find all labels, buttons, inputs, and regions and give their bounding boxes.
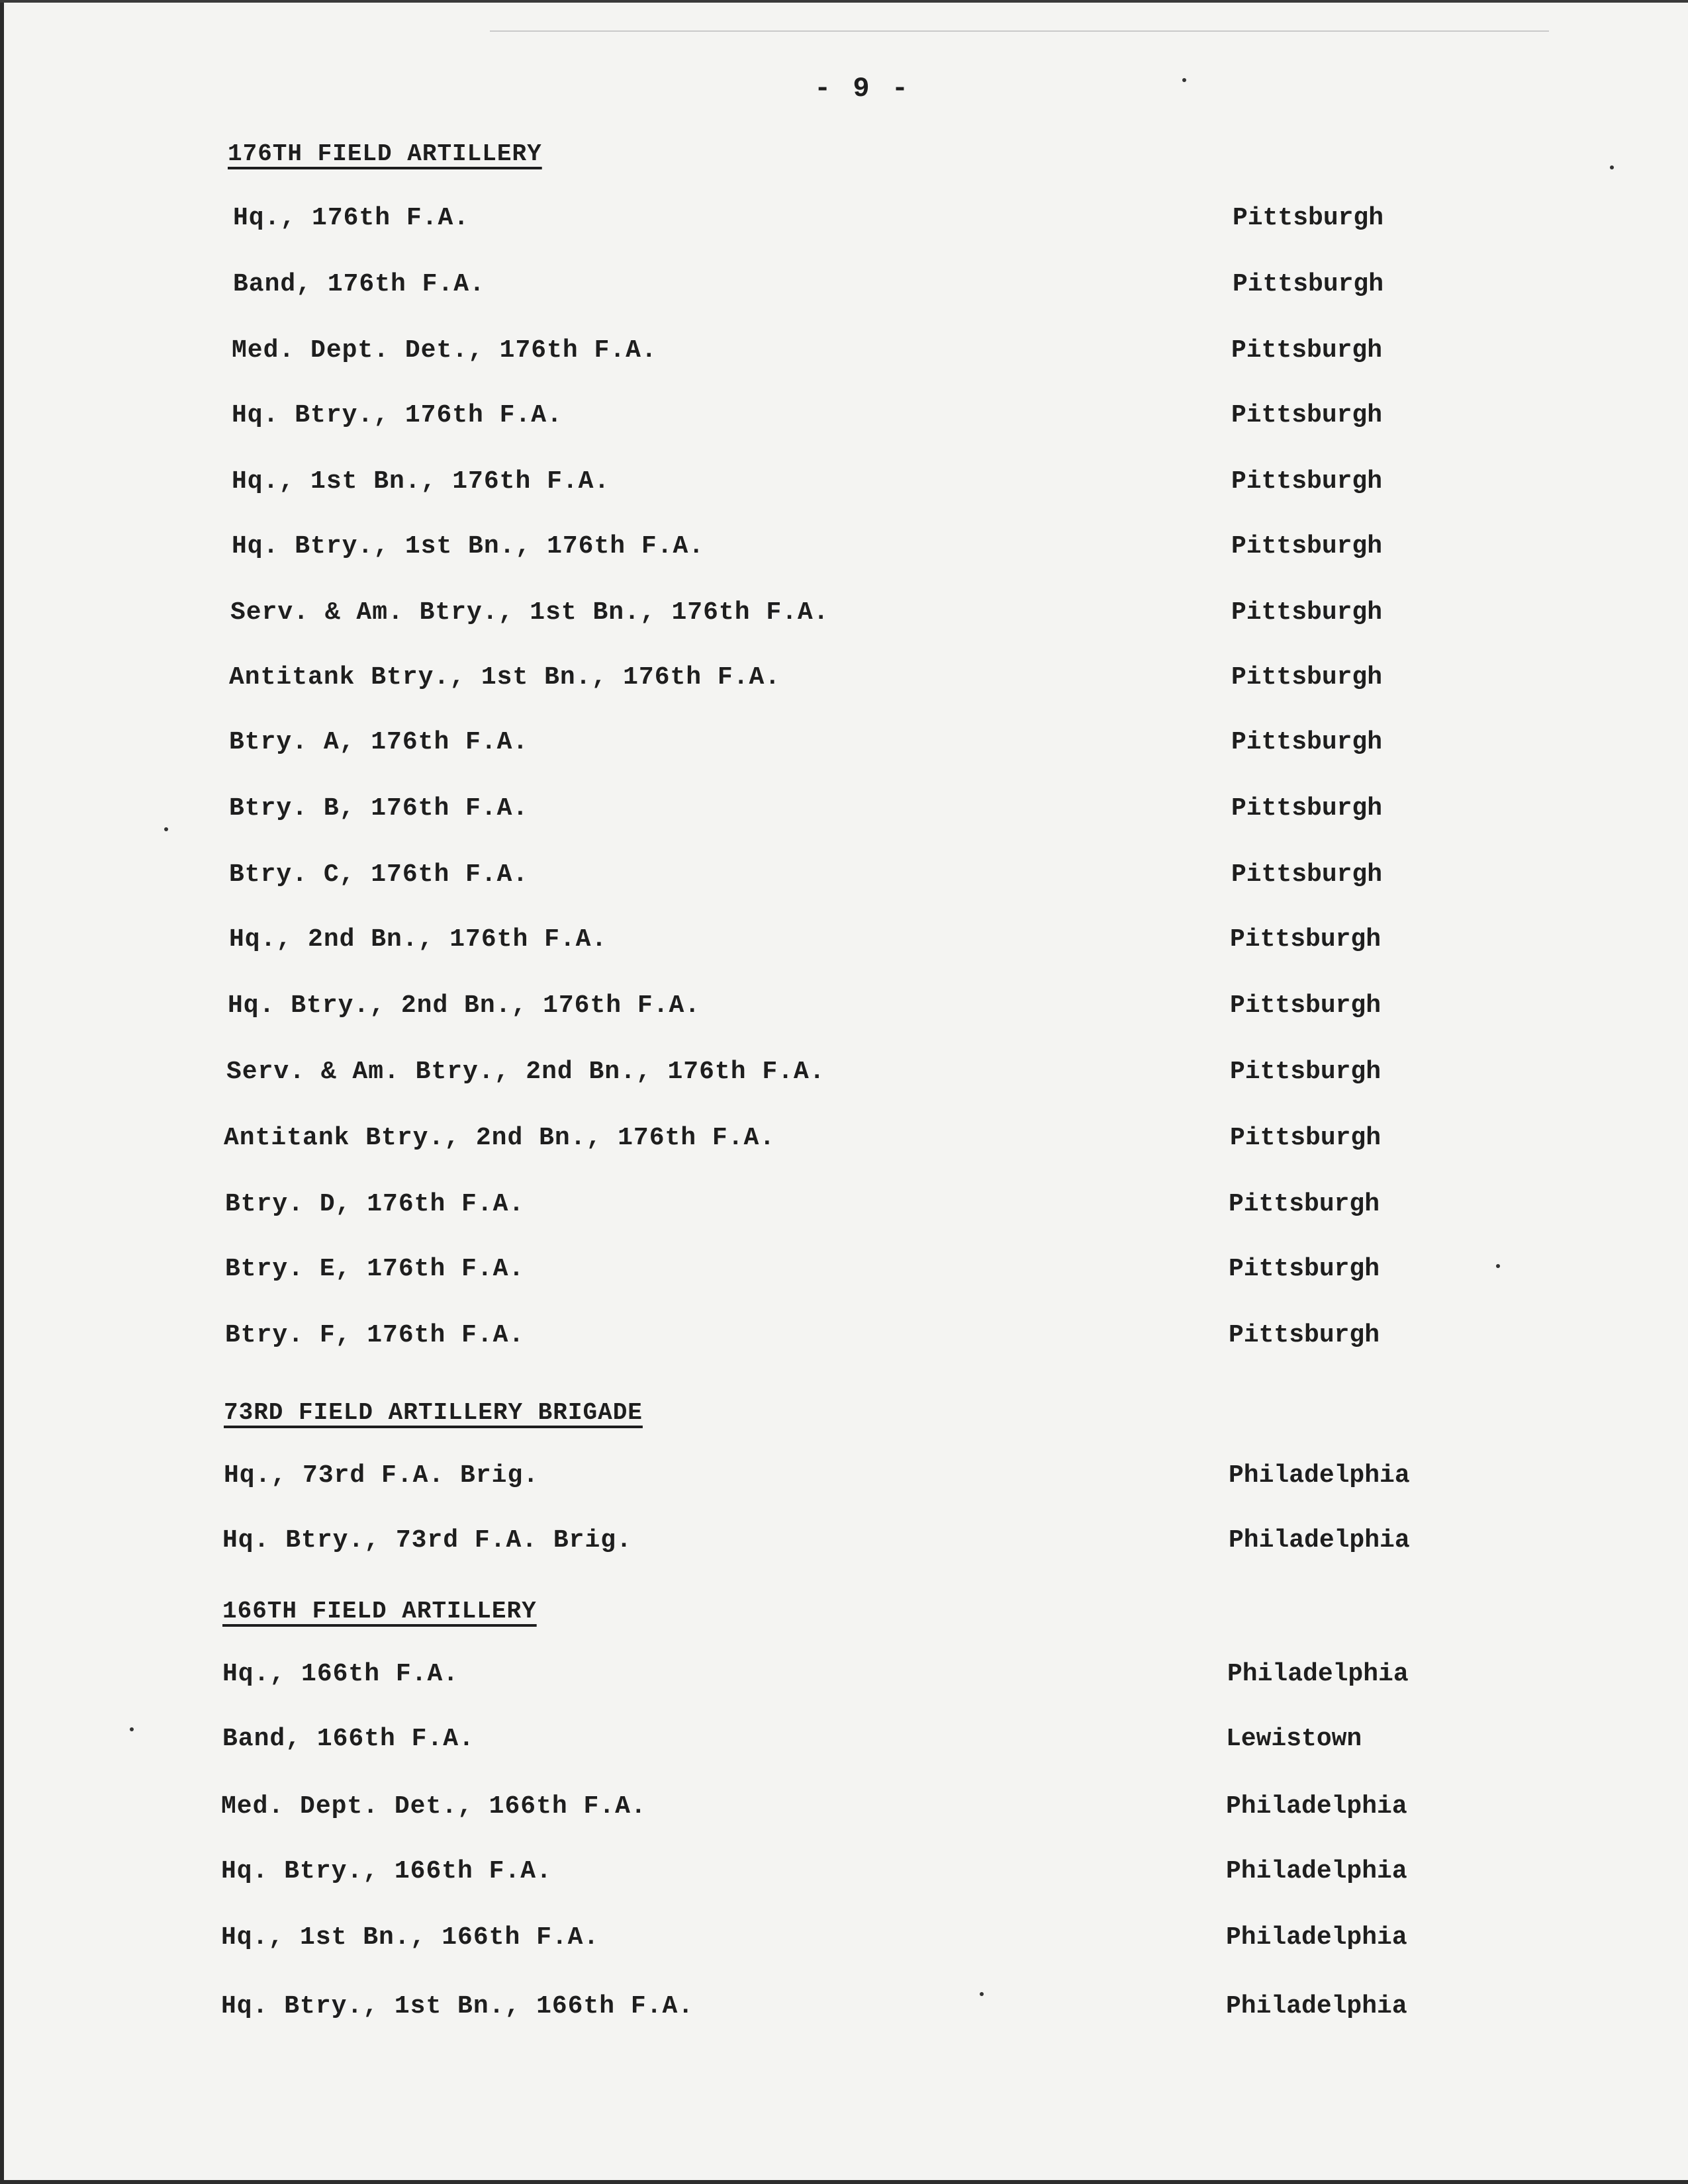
- table-row: [0, 663, 1688, 703]
- table-row: [0, 336, 1688, 376]
- unit-name: Hq. Btry., 1st Bn., 176th F.A.: [232, 532, 705, 561]
- unit-location: Pittsburgh: [1231, 860, 1383, 889]
- unit-location: Pittsburgh: [1233, 270, 1384, 298]
- unit-name: Band, 166th F.A.: [222, 1725, 475, 1753]
- scan-edge-bottom: [0, 2180, 1688, 2184]
- unit-location: Pittsburgh: [1229, 1321, 1380, 1349]
- scan-speck: [1496, 1264, 1500, 1268]
- unit-location: Pittsburgh: [1230, 925, 1382, 954]
- unit-name: Hq., 1st Bn., 176th F.A.: [232, 467, 610, 496]
- unit-location: Pittsburgh: [1231, 663, 1383, 692]
- unit-name: Antitank Btry., 1st Bn., 176th F.A.: [229, 663, 781, 692]
- table-row: [0, 1461, 1688, 1501]
- scan-speck: [1610, 165, 1614, 169]
- table-row: [0, 1923, 1688, 1963]
- unit-location: Pittsburgh: [1231, 532, 1383, 561]
- unit-location: Philadelphia: [1226, 1923, 1407, 1952]
- table-row: [0, 1660, 1688, 1700]
- unit-name: Btry. B, 176th F.A.: [229, 794, 529, 823]
- unit-name: Antitank Btry., 2nd Bn., 176th F.A.: [224, 1124, 776, 1152]
- section-heading-176th: 176TH FIELD ARTILLERY: [228, 140, 542, 167]
- unit-location: Pittsburgh: [1229, 1255, 1380, 1283]
- unit-name: Hq. Btry., 176th F.A.: [232, 401, 563, 430]
- unit-name: Hq., 1st Bn., 166th F.A.: [221, 1923, 600, 1952]
- unit-name: Btry. E, 176th F.A.: [225, 1255, 525, 1283]
- unit-location: Lewistown: [1226, 1725, 1362, 1753]
- unit-name: Hq. Btry., 2nd Bn., 176th F.A.: [228, 991, 701, 1020]
- table-row: [0, 204, 1688, 244]
- unit-name: Serv. & Am. Btry., 1st Bn., 176th F.A.: [230, 598, 829, 627]
- table-row: [0, 1321, 1688, 1361]
- table-row: [0, 532, 1688, 572]
- unit-location: Pittsburgh: [1231, 598, 1383, 627]
- section-heading-166th: 166TH FIELD ARTILLERY: [222, 1598, 537, 1625]
- table-row: [0, 1725, 1688, 1764]
- unit-location: Philadelphia: [1226, 1792, 1407, 1821]
- unit-name: Hq., 166th F.A.: [222, 1660, 459, 1688]
- table-row: [0, 1526, 1688, 1566]
- unit-location: Philadelphia: [1227, 1660, 1409, 1688]
- table-row: [0, 1792, 1688, 1832]
- unit-location: Pittsburgh: [1230, 1058, 1382, 1086]
- unit-name: Btry. D, 176th F.A.: [225, 1190, 525, 1218]
- unit-location: Pittsburgh: [1229, 1190, 1380, 1218]
- page-number: - 9 -: [814, 73, 912, 105]
- table-row: [0, 1857, 1688, 1897]
- unit-name: Band, 176th F.A.: [233, 270, 485, 298]
- unit-location: Pittsburgh: [1231, 467, 1383, 496]
- unit-name: Hq., 176th F.A.: [233, 204, 470, 232]
- table-row: [0, 991, 1688, 1031]
- table-row: [0, 401, 1688, 441]
- unit-location: Pittsburgh: [1231, 728, 1383, 756]
- unit-name: Btry. F, 176th F.A.: [225, 1321, 525, 1349]
- scan-speck: [1182, 78, 1186, 82]
- scan-edge-top: [0, 0, 1688, 3]
- scan-speck: [980, 1992, 984, 1996]
- table-row: [0, 467, 1688, 507]
- scan-speck: [164, 827, 168, 831]
- unit-location: Pittsburgh: [1230, 991, 1382, 1020]
- top-rule: [490, 30, 1549, 32]
- table-row: [0, 1058, 1688, 1097]
- unit-location: Pittsburgh: [1230, 1124, 1382, 1152]
- table-row: [0, 925, 1688, 965]
- unit-location: Philadelphia: [1226, 1857, 1407, 1886]
- table-row: [0, 270, 1688, 310]
- unit-name: Hq. Btry., 166th F.A.: [221, 1857, 552, 1886]
- unit-location: Pittsburgh: [1231, 794, 1383, 823]
- table-row: [0, 1190, 1688, 1230]
- unit-location: Pittsburgh: [1231, 401, 1383, 430]
- table-row: [0, 598, 1688, 638]
- unit-location: Philadelphia: [1226, 1992, 1407, 2021]
- unit-location: Pittsburgh: [1233, 204, 1384, 232]
- table-row: [0, 1992, 1688, 2032]
- table-row: [0, 1255, 1688, 1295]
- table-row: [0, 1124, 1688, 1163]
- table-row: [0, 860, 1688, 900]
- unit-name: Hq. Btry., 1st Bn., 166th F.A.: [221, 1992, 694, 2021]
- table-row: [0, 794, 1688, 834]
- unit-location: Pittsburgh: [1231, 336, 1383, 365]
- unit-name: Hq., 73rd F.A. Brig.: [224, 1461, 539, 1490]
- unit-name: Btry. A, 176th F.A.: [229, 728, 529, 756]
- unit-location: Philadelphia: [1229, 1461, 1410, 1490]
- unit-name: Hq., 2nd Bn., 176th F.A.: [229, 925, 608, 954]
- table-row: [0, 728, 1688, 768]
- unit-name: Med. Dept. Det., 176th F.A.: [232, 336, 657, 365]
- scan-speck: [130, 1727, 134, 1731]
- unit-name: Hq. Btry., 73rd F.A. Brig.: [222, 1526, 632, 1555]
- unit-name: Serv. & Am. Btry., 2nd Bn., 176th F.A.: [226, 1058, 825, 1086]
- unit-name: Med. Dept. Det., 166th F.A.: [221, 1792, 647, 1821]
- section-heading-73rd-brigade: 73RD FIELD ARTILLERY BRIGADE: [224, 1399, 643, 1426]
- unit-name: Btry. C, 176th F.A.: [229, 860, 529, 889]
- unit-location: Philadelphia: [1229, 1526, 1410, 1555]
